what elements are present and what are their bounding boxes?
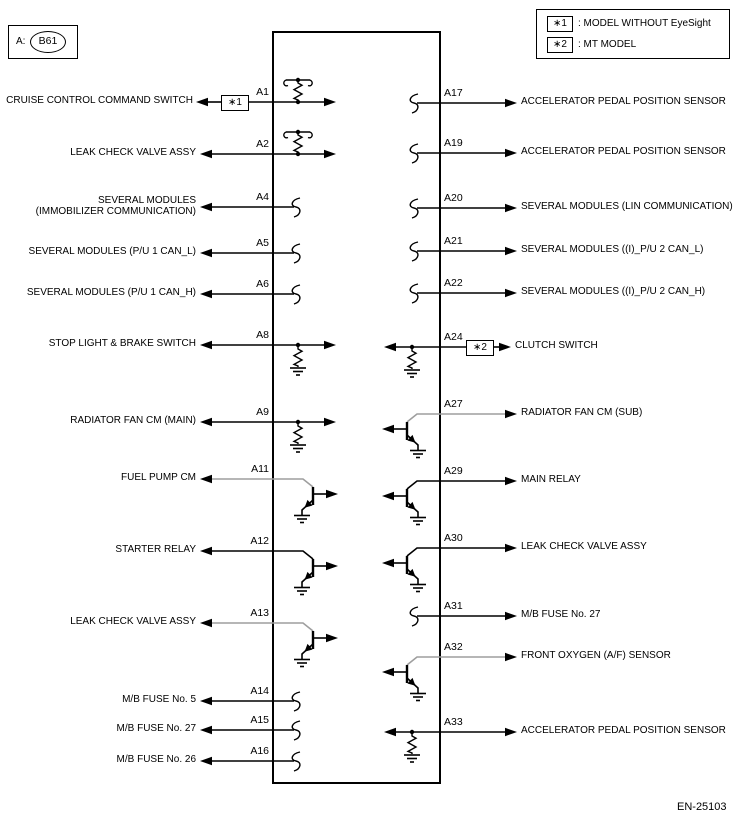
pin-number-a20: A20: [444, 192, 463, 204]
pin-a8-wiring: [200, 341, 336, 375]
pin-number-a15: A15: [250, 714, 269, 726]
pin-a11-wiring: [200, 475, 338, 523]
pin-a33-wiring: [384, 728, 517, 762]
pin-a31-wiring: [410, 607, 517, 626]
pin-number-a32: A32: [444, 641, 463, 653]
device-label-a22: SEVERAL MODULES ((I)_P/U 2 CAN_H): [521, 286, 706, 297]
pin-number-a6: A6: [256, 278, 269, 290]
device-label-a1: CRUISE CONTROL COMMAND SWITCH: [6, 95, 193, 106]
connector-id-oval: [30, 31, 66, 53]
device-label-a20: SEVERAL MODULES (LIN COMMUNICATION): [521, 201, 733, 212]
pin-number-a17: A17: [444, 87, 463, 99]
pin-number-a33: A33: [444, 716, 463, 728]
pin-number-a22: A22: [444, 277, 463, 289]
device-label-a31: M/B FUSE No. 27: [521, 609, 601, 620]
device-label-a2: LEAK CHECK VALVE ASSY: [70, 147, 196, 158]
legend-key-2: ∗2: [547, 37, 573, 53]
pin-a19-wiring: [410, 144, 517, 163]
tag-mt-model: ∗2: [466, 340, 494, 356]
pin-number-a30: A30: [444, 532, 463, 544]
pin-a30-wiring: [382, 544, 517, 592]
legend-box: [536, 9, 730, 59]
device-label-a12: STARTER RELAY: [115, 544, 196, 555]
pin-number-a29: A29: [444, 465, 463, 477]
legend-key-1: ∗1: [547, 16, 573, 32]
device-label-a29: MAIN RELAY: [521, 474, 581, 485]
device-label-a14: M/B FUSE No. 5: [122, 694, 196, 705]
pin-number-a9: A9: [256, 406, 269, 418]
device-label-a27: RADIATOR FAN CM (SUB): [521, 407, 643, 418]
pin-number-a11: A11: [251, 463, 269, 475]
legend-desc-1: : MODEL WITHOUT EyeSight: [578, 18, 711, 29]
pin-number-a16: A16: [250, 745, 269, 757]
pin-a29-wiring: [382, 477, 517, 525]
pin-number-a27: A27: [444, 398, 463, 410]
pin-number-a12: A12: [250, 535, 269, 547]
document-code: EN-25103: [677, 801, 727, 813]
connector-id: B61: [38, 35, 58, 47]
device-label-a33: ACCELERATOR PEDAL POSITION SENSOR: [521, 725, 726, 736]
pin-number-a1: A1: [256, 86, 269, 98]
device-label-a4: SEVERAL MODULES (IMMOBILIZER COMMUNICATION): [35, 195, 196, 217]
pin-number-a2: A2: [256, 138, 269, 150]
connector-id-box: [8, 25, 78, 59]
device-label-a19: ACCELERATOR PEDAL POSITION SENSOR: [521, 146, 726, 157]
device-label-a30: LEAK CHECK VALVE ASSY: [521, 541, 647, 552]
device-label-a16: M/B FUSE No. 26: [116, 754, 196, 765]
device-label-a32: FRONT OXYGEN (A/F) SENSOR: [521, 650, 671, 661]
pin-number-a24: A24: [444, 331, 463, 343]
device-label-a15: M/B FUSE No. 27: [116, 723, 196, 734]
pin-a21-wiring: [410, 242, 517, 261]
device-label-a17: ACCELERATOR PEDAL POSITION SENSOR: [521, 96, 726, 107]
tag-model-without-eyesight: ∗1: [221, 95, 249, 111]
device-label-a6: SEVERAL MODULES (P/U 1 CAN_H): [26, 287, 196, 298]
device-label-a5: SEVERAL MODULES (P/U 1 CAN_L): [28, 246, 196, 257]
device-label-a24: CLUTCH SWITCH: [515, 340, 598, 351]
pin-a9-wiring: [200, 418, 336, 452]
pin-number-a13: A13: [250, 607, 269, 619]
pin-number-a5: A5: [256, 237, 269, 249]
legend-desc-2: : MT MODEL: [578, 39, 637, 50]
device-label-a11: FUEL PUMP CM: [120, 472, 196, 483]
pin-a20-wiring: [410, 199, 517, 218]
pin-a12-wiring: [200, 547, 338, 595]
connector-prefix: A:: [16, 36, 26, 47]
pin-number-a19: A19: [444, 137, 463, 149]
pin-number-a14: A14: [250, 685, 269, 697]
pin-a22-wiring: [410, 284, 517, 303]
pin-number-a8: A8: [256, 329, 269, 341]
device-label-a21: SEVERAL MODULES ((I)_P/U 2 CAN_L): [521, 244, 704, 255]
pin-a27-wiring: [382, 410, 517, 458]
device-label-a9: RADIATOR FAN CM (MAIN): [70, 415, 196, 426]
pin-number-a31: A31: [444, 600, 463, 612]
device-label-a8: STOP LIGHT & BRAKE SWITCH: [48, 338, 196, 349]
pin-number-a4: A4: [256, 191, 269, 203]
pin-a17-wiring: [410, 94, 517, 113]
device-label-a13: LEAK CHECK VALVE ASSY: [70, 616, 196, 627]
pin-number-a21: A21: [444, 235, 463, 247]
pin-a32-wiring: [382, 653, 517, 701]
pin-a13-wiring: [200, 619, 338, 667]
